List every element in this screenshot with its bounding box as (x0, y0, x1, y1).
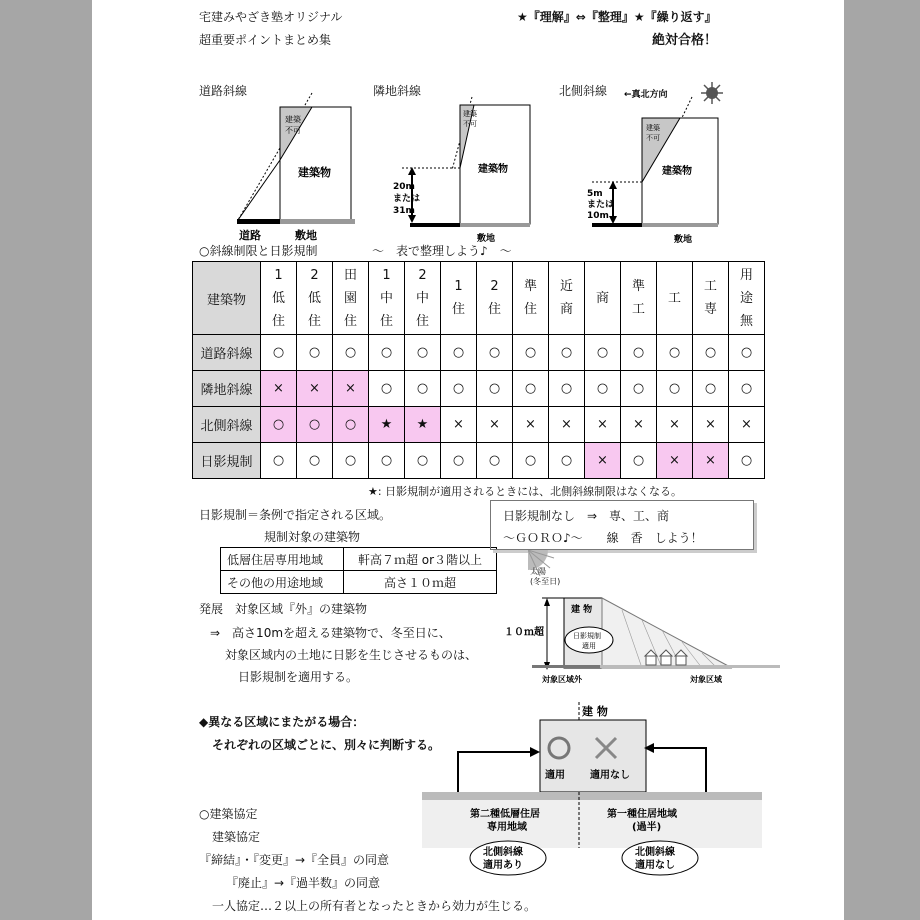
table-cell: ○ (405, 371, 441, 407)
agreement-line-2: 『締結』・『変更』→『全員』の同意 (199, 853, 390, 867)
column-header (477, 262, 513, 335)
table-cell: ○ (621, 371, 657, 407)
table-cell: ○ (657, 335, 693, 371)
road-slope-diagram (232, 85, 362, 245)
shadow-target-table (220, 547, 497, 594)
table-cell: × (333, 371, 369, 407)
regulation-table (192, 261, 765, 479)
table-cell: ○ (297, 407, 333, 443)
column-header-char: 2 (490, 279, 499, 294)
table-cell: ○ (405, 443, 441, 479)
column-header (585, 262, 621, 335)
table-cell: ★ (405, 407, 441, 443)
table-cell: ○ (261, 443, 297, 479)
height-label: １０ｍ超 (504, 627, 544, 638)
column-header-char: 1 (382, 267, 391, 283)
outside-area-label: 対象区域外 (542, 675, 582, 684)
no-shadow-note (490, 500, 754, 550)
column-header-char: 中 (379, 290, 393, 306)
column-header-char: 園 (343, 290, 357, 306)
column-header (513, 262, 549, 335)
column-header (405, 262, 441, 335)
column-header-char: 2 (310, 267, 319, 283)
note-line-1: 日影規制なし ⇒ 専、工、商 (503, 509, 670, 523)
row-label: 隣地斜線 (193, 371, 261, 407)
column-header (333, 262, 369, 335)
table-cell: × (513, 407, 549, 443)
oval-right-2: 適用なし (635, 860, 675, 871)
table-corner: 建築物 (193, 262, 261, 335)
adjacent-slope-diagram (392, 95, 552, 245)
shadow-area: 低層住居専用地域 (221, 548, 344, 571)
oval-left-1: 北側斜線 (483, 847, 523, 858)
column-header-char: 無 (739, 313, 753, 329)
north-nobuild-2: 不可 (646, 134, 660, 142)
table-cell: × (585, 443, 621, 479)
column-header (657, 262, 693, 335)
table-cell: × (549, 407, 585, 443)
column-header (369, 262, 405, 335)
column-header-char: 準 (631, 279, 645, 294)
development-title: 発展 対象区域『外』の建築物 (199, 602, 368, 616)
table-cell: ○ (549, 443, 585, 479)
table-cell: ○ (441, 371, 477, 407)
table-cell: × (693, 407, 729, 443)
table-cell: ○ (621, 335, 657, 371)
column-header-char: 商 (595, 290, 609, 306)
development-line-2: 対象区域内の土地に日影を生じさせるものは、 (225, 648, 478, 662)
inside-area-label: 対象区域 (690, 675, 722, 684)
table-cell: ○ (585, 335, 621, 371)
column-header-char: 低 (307, 290, 321, 306)
north-or: または (587, 200, 615, 210)
table-cell: ○ (333, 443, 369, 479)
note-line-2: ～ＧＯＲＯ♪～ 線 香 しよう！ (503, 531, 703, 545)
adjacent-height-a: 20m (393, 182, 415, 192)
table-cell: ○ (297, 335, 333, 371)
zone-right-2: (過半) (632, 822, 662, 833)
north-diagram-title: 北側斜線 (559, 84, 608, 98)
table-cell: × (657, 443, 693, 479)
agreement-title: ○建築協定 (199, 807, 258, 821)
column-header (441, 262, 477, 335)
apply-label: 適用 (545, 770, 565, 781)
table-cell: ○ (477, 335, 513, 371)
table-cell: ○ (549, 335, 585, 371)
development-line-3: 日影規制を適用する。 (238, 670, 359, 684)
column-header-char: 途 (739, 290, 753, 306)
agreement-line-1: 建築協定 (212, 830, 261, 844)
row-label: 北側斜線 (193, 407, 261, 443)
road-label: 道路 (239, 229, 261, 242)
school-name: 宅建みやざき塾オリジナル (199, 10, 343, 24)
table-cell: ○ (729, 371, 765, 407)
north-slope-diagram (582, 82, 762, 247)
column-header-char: 田 (343, 267, 357, 283)
house-icons (645, 650, 687, 665)
column-header-char: 工 (631, 302, 645, 317)
table-cell: × (477, 407, 513, 443)
column-header-char: 準 (523, 279, 537, 294)
north-direction-label: ←真北方向 (624, 90, 668, 100)
column-header-char: 1 (274, 267, 283, 283)
zone-right-1: 第一種住居地域 (607, 809, 677, 820)
table-cell: ○ (333, 335, 369, 371)
adjacent-diagram-title: 隣地斜線 (373, 84, 422, 98)
development-line-1: ⇒ 高さ10mを超える建築物で、冬至日に、 (210, 626, 451, 640)
agreement-line-3: 『廃止』→『過半数』の同意 (226, 876, 381, 890)
table-row (221, 548, 497, 571)
table-cell: ○ (513, 371, 549, 407)
column-header (549, 262, 585, 335)
road-nobuild-1: 建築 (285, 115, 301, 124)
table-cell: ○ (513, 443, 549, 479)
table-row (221, 571, 497, 594)
column-header-char: 2 (418, 267, 427, 283)
table-cell: × (657, 407, 693, 443)
motto: ★『理解』⇔『整理』★『繰り返す』 (517, 10, 717, 24)
sun-icon (701, 82, 723, 104)
column-header-char: 専 (703, 302, 717, 317)
adjacent-nobuild-1: 建築 (463, 110, 477, 118)
table-cell: ○ (261, 407, 297, 443)
table-cell: ○ (513, 335, 549, 371)
road-diagram-title: 道路斜線 (199, 84, 248, 98)
table-cell: ○ (369, 335, 405, 371)
document-page (92, 0, 844, 920)
row-label: 道路斜線 (193, 335, 261, 371)
adjacent-nobuild-2: 不可 (463, 120, 477, 128)
adjacent-lot-label: 敷地 (477, 234, 496, 244)
column-header-char: 用 (739, 267, 753, 283)
multi-title: ◆異なる区域にまたがる場合： (199, 715, 365, 729)
agreement-line-4: 一人協定…２以上の所有者となったときから効力が生じる。 (212, 899, 537, 913)
document-subtitle: 超重要ポイントまとめ集 (199, 33, 332, 47)
table-cell: ○ (369, 371, 405, 407)
sun-label: 太陽 (530, 567, 546, 576)
sun-label-sub: (冬至日) (530, 577, 561, 586)
table-cell: ○ (441, 443, 477, 479)
shadow-condition: 高さ１０ｍ超 (344, 571, 497, 594)
table-row (193, 443, 765, 479)
north-height-b: 10m (587, 211, 609, 221)
table-cell: × (585, 407, 621, 443)
shadow-condition: 軒高７ｍ超 or３階以上 (344, 548, 497, 571)
north-nobuild-1: 建築 (646, 124, 660, 132)
column-header-char: 住 (379, 313, 393, 329)
north-height-a: 5m (587, 189, 603, 199)
table-row (193, 371, 765, 407)
column-header-char: 工 (667, 290, 681, 306)
building-label: 建 物 (582, 705, 608, 718)
adjacent-building-label: 建築物 (478, 164, 508, 175)
shadow-area: その他の用途地域 (221, 571, 344, 594)
column-header-char: 中 (415, 290, 429, 306)
table-cell: ○ (261, 335, 297, 371)
road-nobuild-2: 不可 (285, 126, 301, 135)
table-cell: ★ (369, 407, 405, 443)
not-apply-label: 適用なし (590, 770, 630, 781)
column-header-char: 低 (271, 290, 285, 306)
column-header-char: 商 (559, 302, 573, 317)
table-cell: ○ (621, 443, 657, 479)
shadow-definition: 日影規制＝条例で指定される区域。 (199, 508, 392, 522)
outside-area-diagram (502, 590, 782, 690)
table-cell: ○ (477, 443, 513, 479)
column-header (297, 262, 333, 335)
column-header-char: 近 (559, 279, 573, 294)
zone-left-1: 第二種低層住居 (470, 809, 540, 820)
column-header-char: 住 (487, 302, 501, 317)
table-cell: ○ (369, 443, 405, 479)
section-title: ○斜線制限と日影規制 (199, 244, 318, 258)
table-cell: × (261, 371, 297, 407)
table-cell: ○ (477, 371, 513, 407)
north-building-label: 建築物 (662, 166, 692, 177)
column-header-char: 住 (343, 313, 357, 329)
table-cell: ○ (657, 371, 693, 407)
zone-left-2: 専用地域 (487, 822, 527, 833)
table-cell: × (693, 443, 729, 479)
multi-zone-diagram (422, 700, 762, 890)
column-header-char: 1 (454, 279, 463, 294)
multi-line-1: それぞれの区域ごとに、別々に判断する。 (212, 738, 441, 752)
table-cell: × (297, 371, 333, 407)
adjacent-or: または (393, 194, 421, 204)
table-cell: × (441, 407, 477, 443)
oval-right-1: 北側斜線 (635, 847, 675, 858)
column-header-char: 住 (523, 302, 537, 317)
apply-label-1: 日影規制 (573, 632, 601, 640)
star-note: ★: 日影規制が適用されるときには、北側斜線制限はなくなる。 (368, 485, 683, 498)
table-cell: ○ (333, 407, 369, 443)
column-header (693, 262, 729, 335)
table-row (193, 335, 765, 371)
table-cell: ○ (729, 335, 765, 371)
table-cell: ○ (405, 335, 441, 371)
column-header-char: 住 (271, 313, 285, 329)
table-cell: × (621, 407, 657, 443)
column-header (621, 262, 657, 335)
north-lot-label: 敷地 (674, 235, 693, 245)
oval-left-2: 適用あり (483, 860, 523, 871)
road-building-label: 建築物 (298, 166, 331, 179)
table-cell: ○ (549, 371, 585, 407)
column-header-char: 工 (703, 279, 717, 294)
column-header-char: 住 (415, 313, 429, 329)
column-header (261, 262, 297, 335)
row-label: 日影規制 (193, 443, 261, 479)
pass-slogan: 絶対合格！ (652, 33, 718, 48)
table-header-row (193, 262, 765, 335)
table-cell: ○ (441, 335, 477, 371)
building-label: 建 物 (571, 605, 593, 615)
shadow-target-label: 規制対象の建築物 (264, 530, 361, 544)
section-subtitle: ～ 表で整理しよう♪ ～ (372, 244, 512, 258)
table-cell: ○ (729, 443, 765, 479)
table-cell: ○ (693, 371, 729, 407)
road-lot-label: 敷地 (295, 229, 317, 242)
table-row (193, 407, 765, 443)
column-header-char: 住 (451, 302, 465, 317)
apply-label-2: 適用 (582, 642, 596, 650)
column-header-char: 住 (307, 313, 321, 329)
column-header (729, 262, 765, 335)
adjacent-height-b: 31m (393, 206, 415, 216)
table-cell: ○ (585, 371, 621, 407)
table-cell: × (729, 407, 765, 443)
table-cell: ○ (297, 443, 333, 479)
table-cell: ○ (693, 335, 729, 371)
